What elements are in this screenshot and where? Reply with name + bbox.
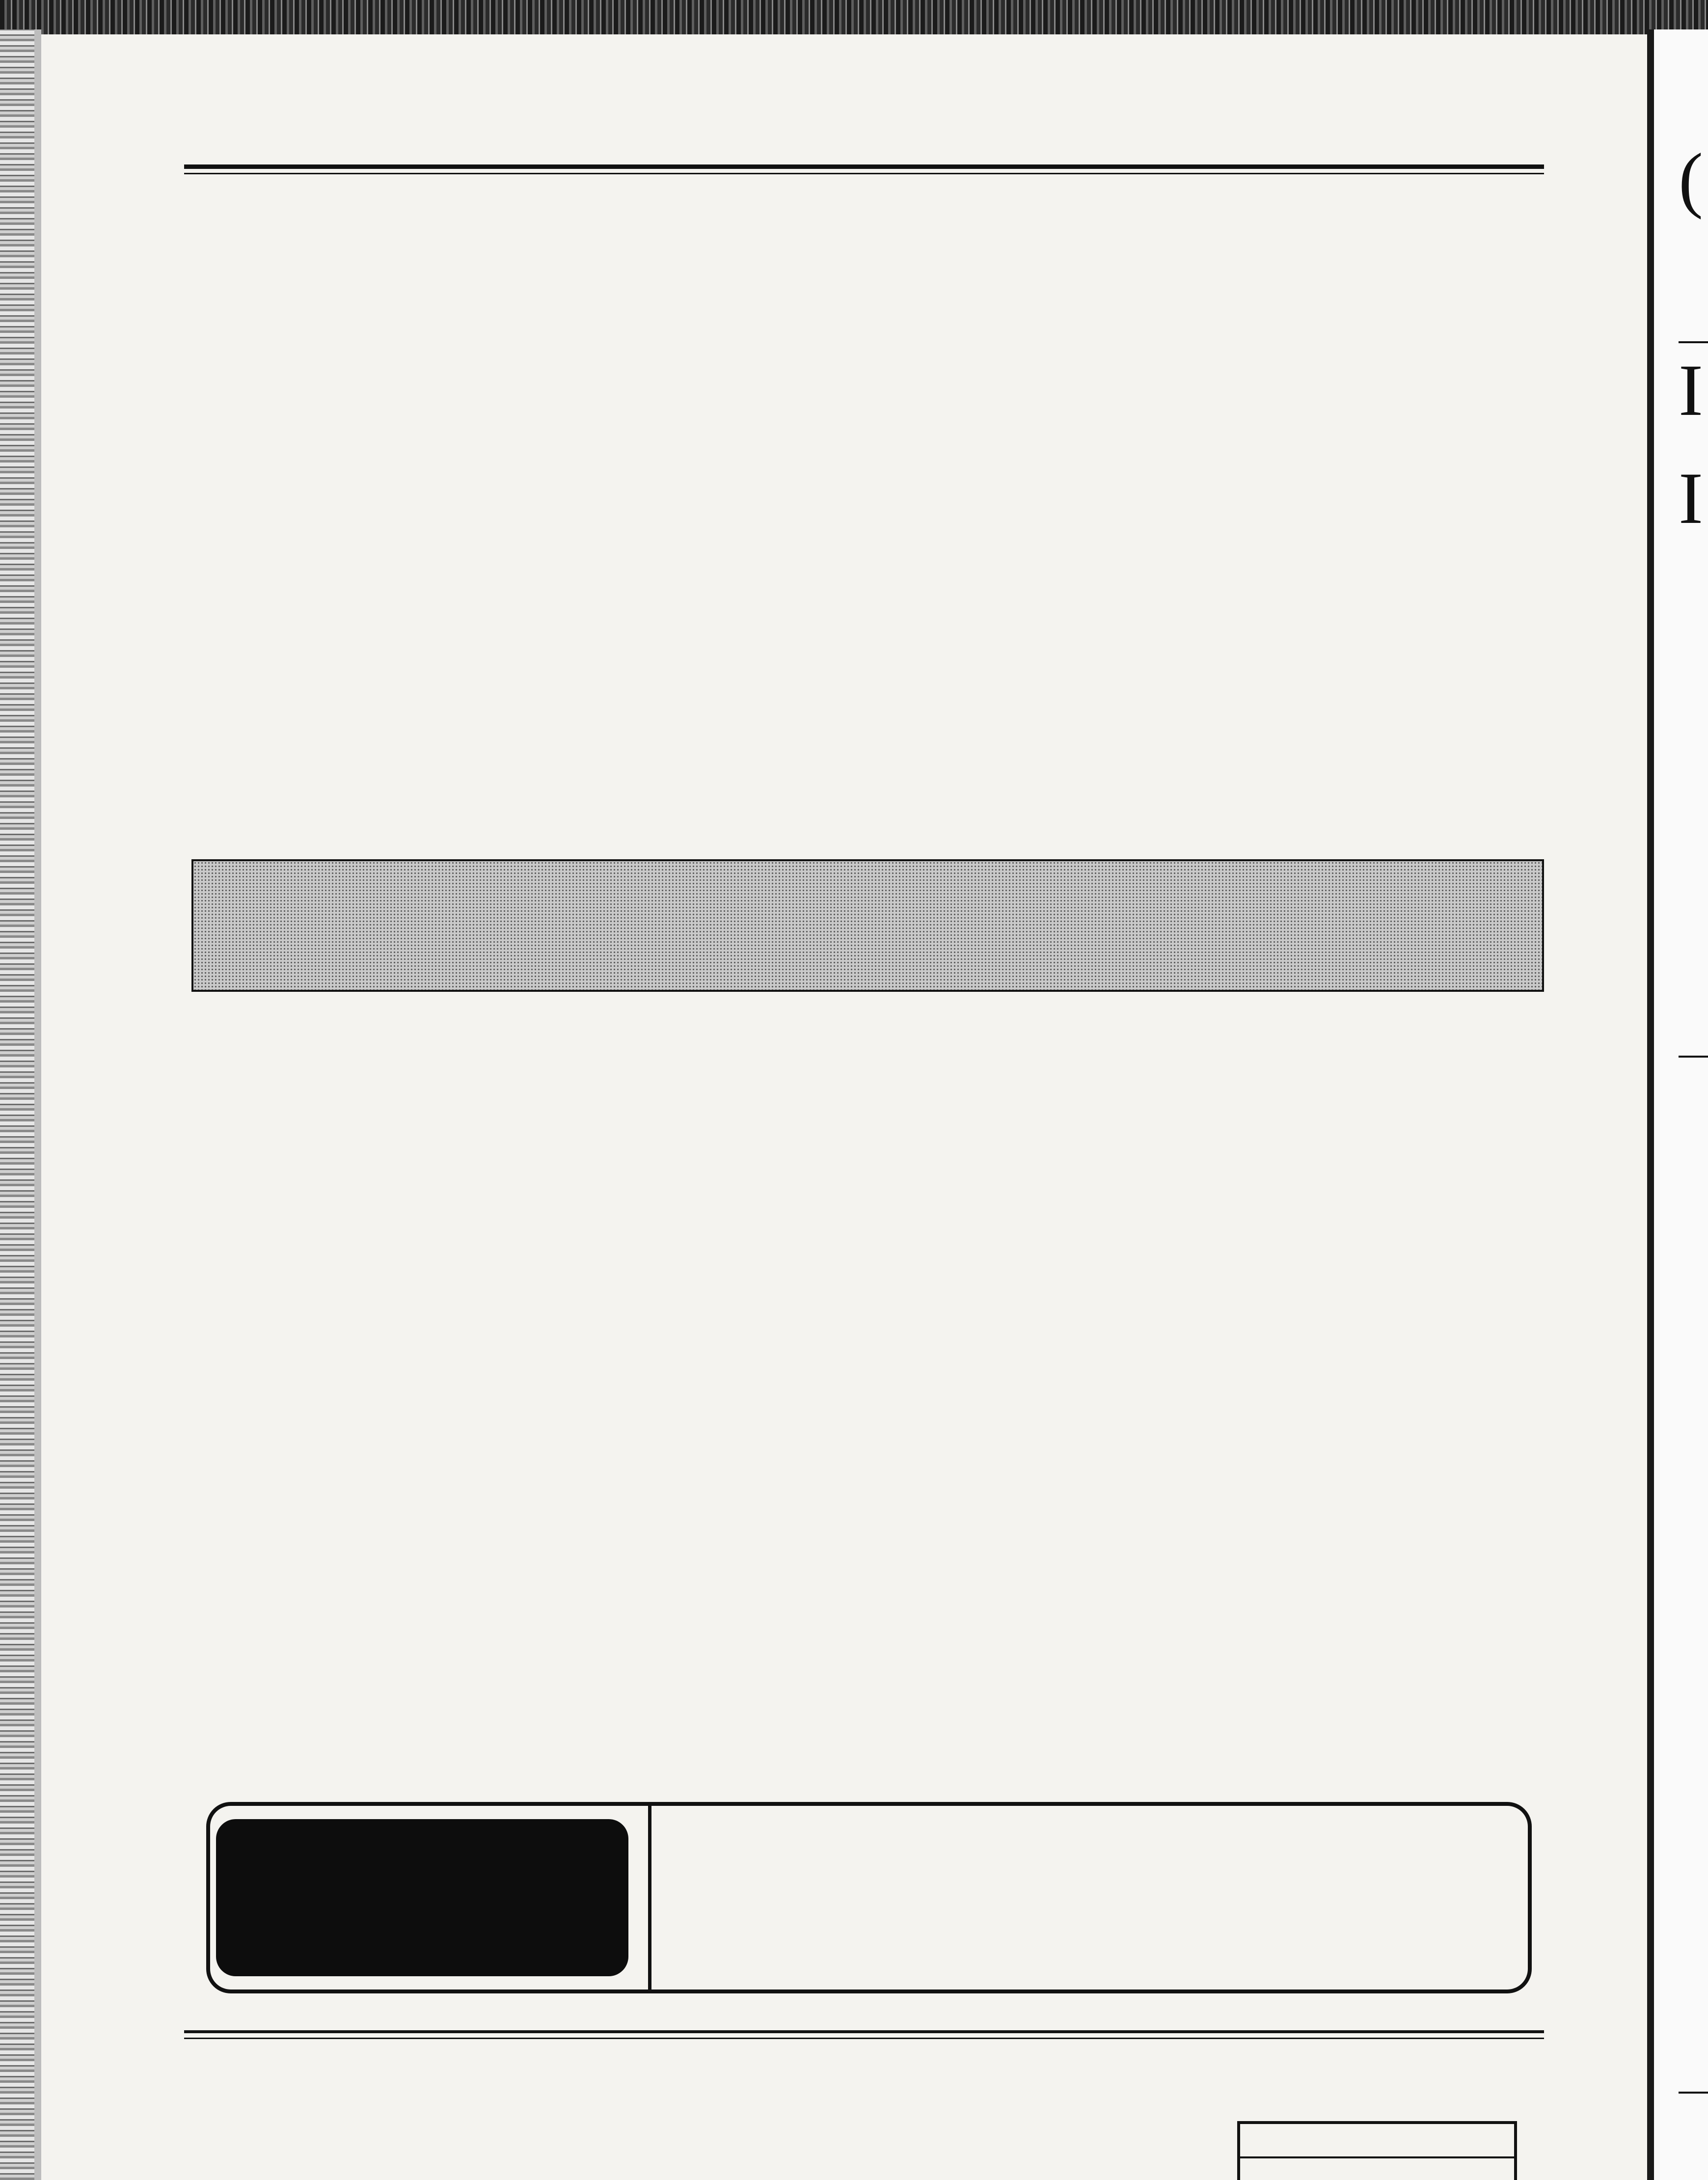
japan-column-2 (651, 263, 1073, 324)
page-fold (1647, 29, 1654, 2180)
adjacent-page-rule (1679, 1056, 1708, 1058)
adjacent-page-fragment (1654, 29, 1708, 2180)
header-rule-thin (184, 173, 1544, 174)
adjacent-page-rule (1679, 341, 1708, 343)
footer-rule-thick (184, 2030, 1544, 2033)
adjacent-page-glyph: ( (1679, 138, 1703, 220)
calendar-column-1 (196, 1021, 633, 1052)
infoexport-divider (648, 1806, 651, 1989)
infoexport-logo (216, 1819, 628, 1976)
header-rule-thick (184, 164, 1544, 169)
footer-rule-thin (184, 2038, 1544, 2039)
calendar-column-2 (658, 1021, 1085, 1082)
japan-column-3 (1102, 253, 1534, 314)
adjacent-page-glyph: I (1679, 350, 1703, 431)
scan-edge-left (0, 29, 34, 2180)
postage-mark-rule (1240, 2156, 1514, 2158)
scan-edge-left-inner (34, 29, 41, 2180)
calendar-banner (191, 859, 1544, 992)
calendar-column-3 (1107, 1021, 1544, 1052)
scan-edge-top (0, 0, 1708, 34)
adjacent-page-glyph: I (1679, 458, 1703, 539)
adjacent-page-rule (1679, 2092, 1708, 2094)
postage-mark (1237, 2121, 1517, 2180)
